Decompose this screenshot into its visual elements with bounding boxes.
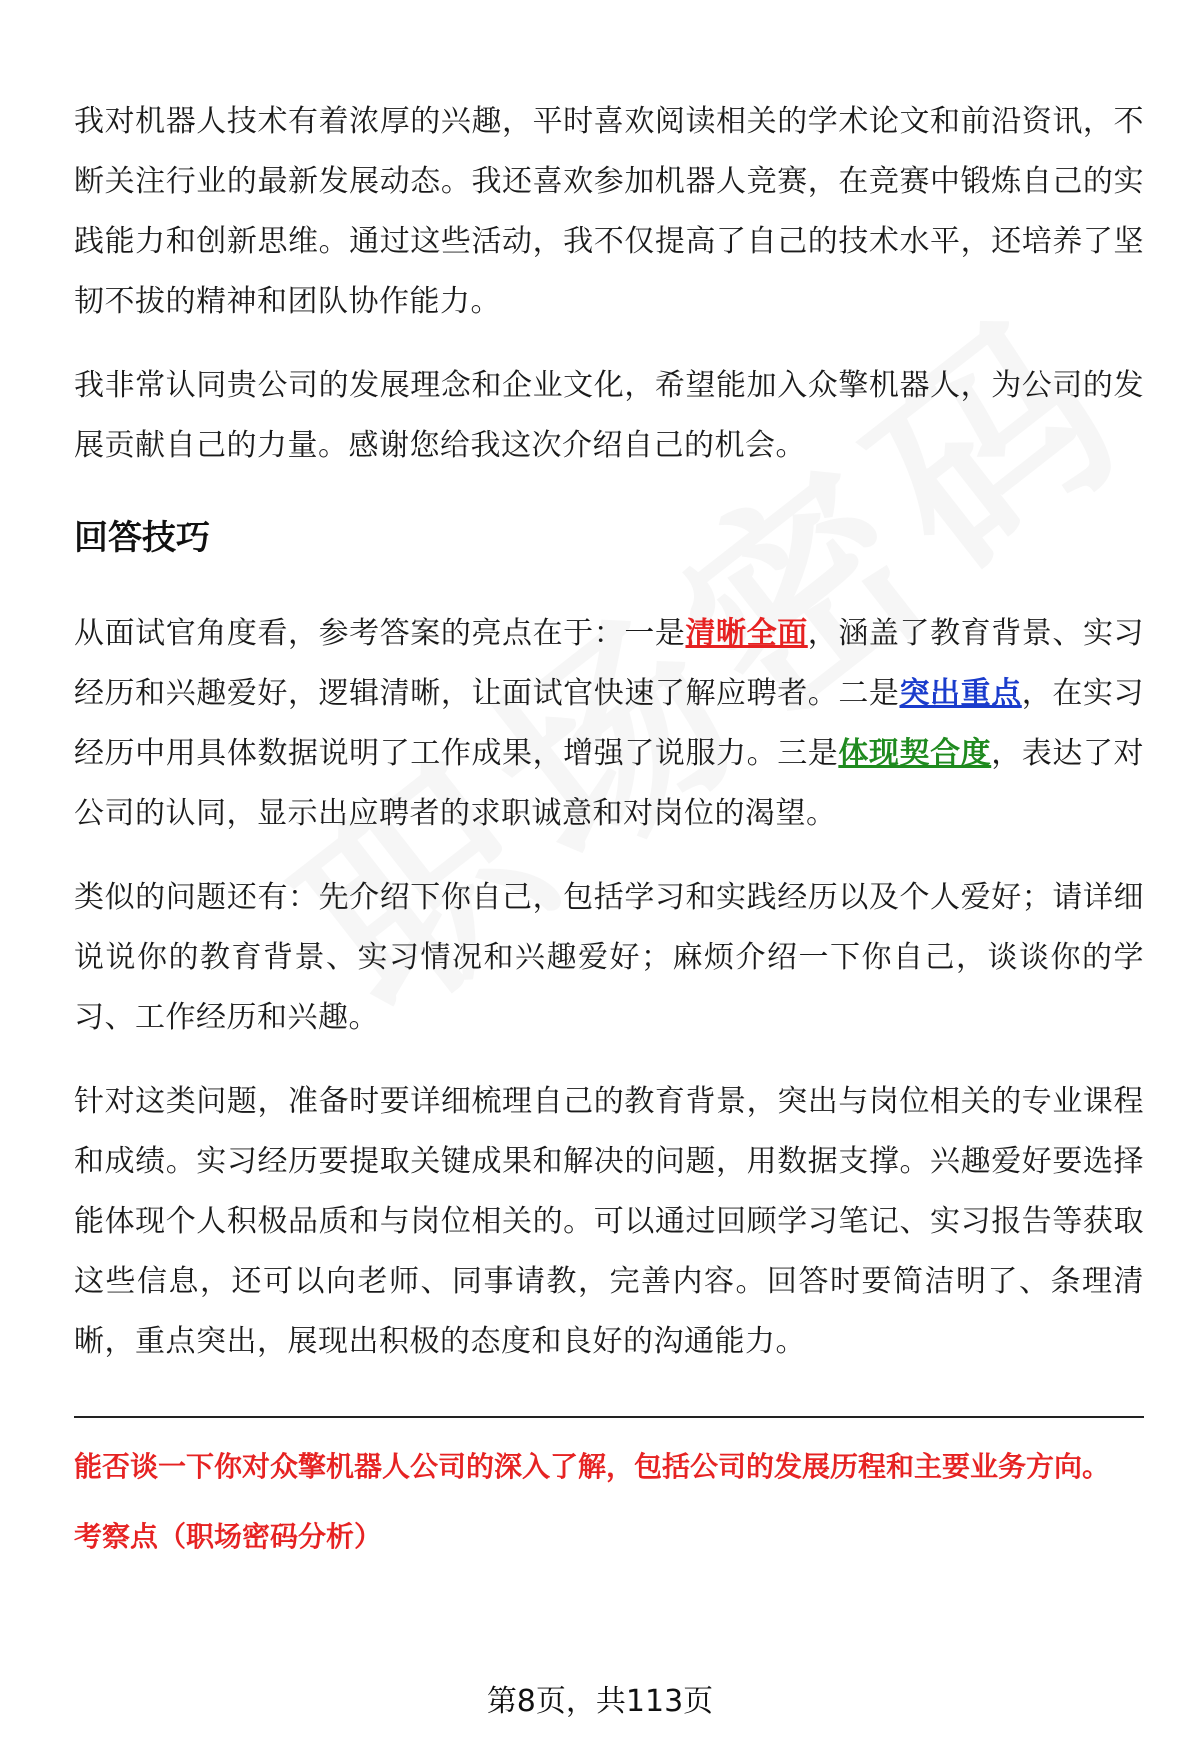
- tips-text-a: 从面试官角度看，参考答案的亮点在于：一是: [74, 616, 686, 651]
- next-question-subtitle: 考察点（职场密码分析）: [74, 1520, 383, 1553]
- document-body: [74, 92, 1144, 1558]
- paragraph-preparation: 针对这类问题，准备时要详细梳理自己的教育背景，突出与岗位相关的专业课程和成绩。实习经历要提取关键成果和解决的问题，用数据支撑。兴趣爱好要选择能体现个人积极品质和与岗位相关的。可以通过回顾学习笔记、实习报告等获取这些信息，还可以向老师、同事请教，完善内容。回答时要简洁明了、条理清晰，重点突出，展现出积极的态度和良好的沟通能力。: [74, 1084, 1144, 1359]
- highlight-fit: 体现契合度: [838, 736, 992, 771]
- section-divider: [74, 1416, 1144, 1418]
- tips-text-d: ，表达了对公司的认同，显示出应聘者的求职诚意和对岗位的渴望。: [74, 736, 1145, 831]
- next-question: 能否谈一下你对众擎机器人公司的深入了解，包括公司的发展历程和主要业务方向。: [74, 1450, 1111, 1483]
- highlight-key-points: 突出重点: [899, 676, 1022, 711]
- tips-text-c: ，在实习经历中用具体数据说明了工作成果，增强了说服力。三是: [74, 676, 1145, 771]
- paragraph-closing: 我非常认同贵公司的发展理念和企业文化，希望能加入众擎机器人，为公司的发展贡献自己的力量。感谢您给我这次介绍自己的机会。: [74, 368, 1144, 463]
- tips-text-b: ，涵盖了教育背景、实习经历和兴趣爱好，逻辑清晰，让面试官快速了解应聘者。二是: [74, 616, 1145, 711]
- paragraph-interests: 我对机器人技术有着浓厚的兴趣，平时喜欢阅读相关的学术论文和前沿资讯，不断关注行业的最新发展动态。我还喜欢参加机器人竞赛，在竞赛中锻炼自己的实践能力和创新思维。通过这些活动，我不仅提高了自己的技术水平，还培养了坚韧不拔的精神和团队协作能力。: [74, 104, 1144, 319]
- page-number: 第8页，共113页: [486, 1684, 714, 1719]
- paragraph-tips-highlights: [74, 604, 1144, 844]
- paragraph-similar-questions: 类似的问题还有：先介绍下你自己，包括学习和实践经历以及个人爱好；请详细说说你的教育背景、实习情况和兴趣爱好；麻烦介绍一下你自己，谈谈你的学习、工作经历和兴趣。: [74, 880, 1144, 1035]
- section-title: 回答技巧: [74, 518, 210, 558]
- highlight-clear-complete: 清晰全面: [685, 616, 808, 651]
